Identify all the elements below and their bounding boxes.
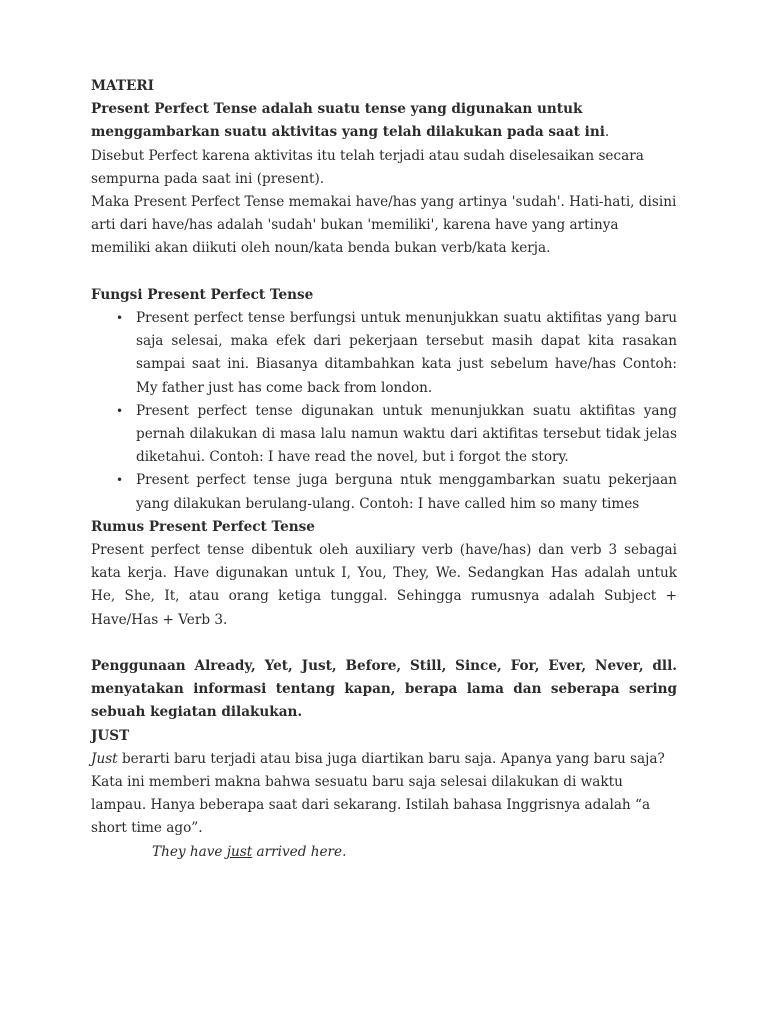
rumus-heading: Rumus Present Perfect Tense (91, 518, 315, 535)
rumus-paragraph: Present perfect tense dibentuk oleh auxiliary verb (have/has) dan verb 3 sebagai kata kerja. Have digunakan untuk I, You, They, We. Sedangkan Has adalah untuk He, She, It, atau orang ketiga tunggal. Sehingga rumusnya adalah Subject + Have/Has + Verb 3. (91, 542, 677, 628)
fungsi-item-text: Present perfect tense digunakan untuk menunjukkan suatu aktifitas yang pernah dilakukan di masa lalu namun waktu dari aktifitas tersebut tidak jelas diketahui. Contoh: I have read the novel, but i forgot the story. (136, 402, 677, 466)
document-page (91, 75, 677, 864)
maka-paragraph: Maka Present Perfect Tense memakai have/has yang artinya 'sudah'. Hati-hati, disini arti dari have/has adalah 'sudah' bukan 'memiliki', karena have yang artinya memiliki akan diikuti oleh noun/kata benda bukan verb/kata kerja. (91, 194, 677, 257)
example-text-before: They have (152, 843, 227, 860)
intro-period: . (604, 124, 610, 141)
fungsi-item-text: Present perfect tense berfungsi untuk menunjukkan suatu aktifitas yang baru saja selesai, maka efek dari pekerjaan tersebut masih dapat kita rasakan sampai saat ini. Biasanya ditambahkan kata just sebelum have/has Contoh: My father just has come back from london. (136, 310, 677, 396)
disebut-paragraph: Disebut Perfect karena aktivitas itu telah terjadi atau sudah diselesaikan secara sempurna pada saat ini (present). (91, 147, 644, 187)
fungsi-list-item (91, 400, 677, 470)
fungsi-item-text: Present perfect tense juga berguna ntuk menggambarkan suatu pekerjaan yang dilakukan berulang-ulang. Contoh: I have called him so many times (136, 472, 677, 512)
penggunaan-heading: Penggunaan Already, Yet, Just, Before, Still, Since, For, Ever, Never, dll. menyatakan informasi tentang kapan, berapa lama dan seberapa sering sebuah kegiatan dilakukan. (91, 658, 677, 721)
blank-line (91, 632, 677, 655)
fungsi-heading: Fungsi Present Perfect Tense (91, 286, 314, 303)
just-heading: JUST (91, 727, 130, 744)
blank-line (91, 261, 677, 284)
fungsi-list-item (91, 469, 677, 515)
fungsi-list-item (91, 307, 677, 400)
bullet-icon: • (116, 403, 124, 418)
fungsi-list (91, 307, 677, 516)
materi-heading: MATERI (91, 78, 154, 94)
just-term: Just (91, 750, 118, 767)
bullet-icon: • (116, 473, 124, 488)
just-example (91, 841, 677, 864)
just-paragraph (91, 748, 677, 841)
example-text-after: arrived here. (252, 843, 347, 860)
intro-bold-text: Present Perfect Tense adalah suatu tense yang digunakan untuk menggambarkan suatu aktivitas yang telah dilakukan pada saat ini (91, 101, 605, 141)
example-underlined-word: just (226, 843, 253, 860)
bullet-icon: • (116, 311, 124, 326)
intro-paragraph (91, 98, 677, 144)
just-body-text: berarti baru terjadi atau bisa juga diartikan baru saja. Apanya yang baru saja? Kata ini memberi makna bahwa sesuatu baru saja selesai dilakukan di waktu lampau. Hanya beberapa saat dari sekarang. Istilah bahasa Inggrisnya adalah “a short time ago”. (91, 750, 665, 837)
